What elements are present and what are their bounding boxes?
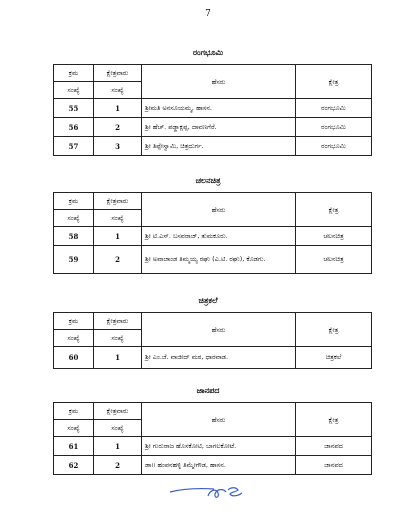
awardee-name: ಶ್ರೀ ಟಿ.ಎಸ್. ಬಸವರಾಜ್, ತುಮಕೂರು. bbox=[142, 227, 296, 246]
awardee-name: ಶ್ರೀ ತಿಪ್ಪೇಸ್ವಾಮಿ, ಚಿತ್ರದುರ್ಗ. bbox=[142, 137, 296, 156]
field-no: 2 bbox=[94, 456, 142, 475]
header-field-no-sub: ಸಂಖ್ಯೆ bbox=[94, 420, 142, 437]
table-row bbox=[54, 347, 372, 369]
header-name: ಹೆಸರು bbox=[142, 403, 296, 437]
header-sl-no-sub: ಸಂಖ್ಯೆ bbox=[54, 210, 94, 227]
signature bbox=[168, 480, 248, 502]
header-name: ಹೆಸರು bbox=[142, 65, 296, 99]
table-row bbox=[54, 456, 372, 475]
field-no: 2 bbox=[94, 118, 142, 137]
table-rangabhoomi bbox=[53, 64, 372, 156]
field-no: 3 bbox=[94, 137, 142, 156]
awardee-name: ಡಾ॥ ಹಂಪನಹಳ್ಳಿ ತಿಮ್ಮೇಗೌಡ, ಹಾಸನ. bbox=[142, 456, 296, 475]
sl-no: 62 bbox=[54, 456, 94, 475]
field-no: 1 bbox=[94, 437, 142, 456]
header-sl-no-sub: ಸಂಖ್ಯೆ bbox=[54, 82, 94, 99]
field-name: ರಂಗಭೂಮಿ bbox=[296, 118, 372, 137]
header-name: ಹೆಸರು bbox=[142, 193, 296, 227]
header-sl-no: ಕ್ರಮ bbox=[54, 313, 94, 330]
sl-no: 55 bbox=[54, 99, 94, 118]
header-sl-no: ಕ್ರಮ bbox=[54, 193, 94, 210]
table-chitrakale bbox=[53, 312, 372, 369]
table-row bbox=[54, 99, 372, 118]
table-row bbox=[54, 118, 372, 137]
field-no: 1 bbox=[94, 227, 142, 246]
awardee-name: ಶ್ರೀ ಅವಾಜಾಂಡ ತಿಮ್ಮಯ್ಯ ರಘು (ಎ.ಟಿ. ರಘು), ಕೊಡಗು. bbox=[142, 246, 296, 274]
header-field: ಕ್ಷೇತ್ರ bbox=[296, 403, 372, 437]
header-field: ಕ್ಷೇತ್ರ bbox=[296, 65, 372, 99]
header-field-no: ಕ್ಷೇತ್ರವಾರು bbox=[94, 65, 142, 82]
field-no: 1 bbox=[94, 347, 142, 369]
header-field-no-sub: ಸಂಖ್ಯೆ bbox=[94, 330, 142, 347]
sl-no: 58 bbox=[54, 227, 94, 246]
awardee-name: ಶ್ರೀಮತಿ ಅನಸೂಯಮ್ಮ, ಹಾಸನ. bbox=[142, 99, 296, 118]
field-name: ರಂಗಭೂಮಿ bbox=[296, 137, 372, 156]
section-title-rangabhoomi: ರಂಗಭೂಮಿ bbox=[192, 48, 224, 57]
sl-no: 59 bbox=[54, 246, 94, 274]
field-name: ಚಲನಚಿತ್ರ bbox=[296, 227, 372, 246]
sl-no: 61 bbox=[54, 437, 94, 456]
awardee-name: ಶ್ರೀ ಹೆಚ್. ಪಡ್ಡಾಕ್ಷಪ್ಪ, ದಾವಣಗೆರೆ. bbox=[142, 118, 296, 137]
header-sl-no: ಕ್ರಮ bbox=[54, 403, 94, 420]
header-sl-no-sub: ಸಂಖ್ಯೆ bbox=[54, 330, 94, 347]
table-row bbox=[54, 227, 372, 246]
header-field: ಕ್ಷೇತ್ರ bbox=[296, 313, 372, 347]
table-chalanachitra bbox=[53, 192, 372, 274]
table-janapada bbox=[53, 402, 372, 475]
field-no: 1 bbox=[94, 99, 142, 118]
field-name: ಚಿತ್ರಕಲೆ bbox=[296, 347, 372, 369]
header-field: ಕ್ಷೇತ್ರ bbox=[296, 193, 372, 227]
page-number: 7 bbox=[205, 9, 211, 19]
header-sl-no: ಕ್ರಮ bbox=[54, 65, 94, 82]
header-field-no-sub: ಸಂಖ್ಯೆ bbox=[94, 210, 142, 227]
awardee-name: ಶ್ರೀ ಎಂ.ಜೆ. ವಾಜೀದ್ ಮಠ, ಧಾರವಾಡ. bbox=[142, 347, 296, 369]
field-name: ಚಲನಚಿತ್ರ bbox=[296, 246, 372, 274]
header-name: ಹೆಸರು bbox=[142, 313, 296, 347]
header-field-no: ಕ್ಷೇತ್ರವಾರು bbox=[94, 403, 142, 420]
field-name: ಜಾನಪದ bbox=[296, 456, 372, 475]
table-row bbox=[54, 137, 372, 156]
section-title-janapada: ಜಾನಪದ bbox=[196, 386, 220, 395]
field-no: 2 bbox=[94, 246, 142, 274]
section-title-chitrakale: ಚಿತ್ರಕಲೆ bbox=[198, 296, 218, 305]
sl-no: 56 bbox=[54, 118, 94, 137]
header-field-no-sub: ಸಂಖ್ಯೆ bbox=[94, 82, 142, 99]
field-name: ರಂಗಭೂಮಿ bbox=[296, 99, 372, 118]
header-field-no: ಕ್ಷೇತ್ರವಾರು bbox=[94, 193, 142, 210]
header-field-no: ಕ್ಷೇತ್ರವಾರು bbox=[94, 313, 142, 330]
field-name: ಜಾನಪದ bbox=[296, 437, 372, 456]
sl-no: 57 bbox=[54, 137, 94, 156]
table-row bbox=[54, 246, 372, 274]
header-sl-no-sub: ಸಂಖ್ಯೆ bbox=[54, 420, 94, 437]
sl-no: 60 bbox=[54, 347, 94, 369]
awardee-name: ಶ್ರೀ ಗುರುರಾಜ ಹೊಸಕೋಟಿ, ಬಾಗಲಕೋಟೆ. bbox=[142, 437, 296, 456]
table-row bbox=[54, 437, 372, 456]
section-title-chalanachitra: ಚಲನಚಿತ್ರ bbox=[195, 176, 221, 185]
